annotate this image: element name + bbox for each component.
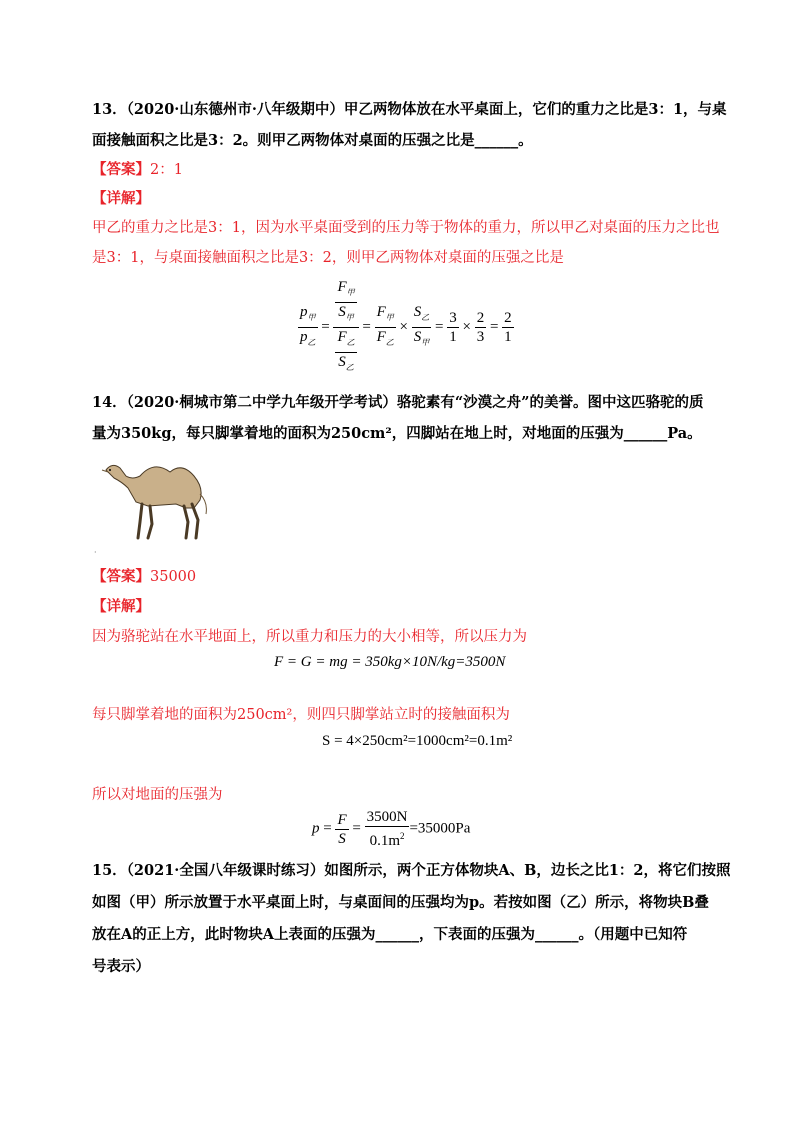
q13-pressure-ratio-formula: $\frac{p_甲}{p_乙}$ = $\frac{\frac{F_甲}{S_甲}}{\frac{F_乙}{S_乙}}$ = $\frac{F_甲}{F_乙}$ × $\frac{S_乙}{S_甲}$ = $\frac{3}{1}$ × $\frac{2}{3}$ = $\frac{2}{1}$ (300, 279, 512, 372)
q14-area-formula: S = 4×250cm²=1000cm²=0.1m² (322, 733, 513, 749)
answer-tag: 【答案】 (92, 161, 150, 178)
q14-pressure-formula: p = $\frac{F}{S}$ = $\frac{3500N}{0.1m^2}$ =35000Pa (312, 809, 471, 849)
q13-answer (92, 160, 183, 180)
q14-explanation-line3: 所以对地面的压强为 (92, 787, 223, 803)
q14-stem-line2: 量为350kg，每只脚掌着地的面积为250cm²，四脚站在地上时，对地面的压强为______Pa。 (92, 425, 702, 442)
q14-explanation-line2: 每只脚掌着地的面积为250cm²，则四只脚掌站立时的接触面积为 (92, 707, 510, 723)
q13-explanation-line2: 是3：1，与桌面接触面积之比是3：2，则甲乙两物体对桌面的压强之比是 (92, 250, 564, 266)
q13-explanation-line1: 甲乙的重力之比是3：1，因为水平桌面受到的压力等于物体的重力，所以甲乙对桌面的压力之比也 (92, 220, 720, 236)
q13-stem-line1: 13．（2020·山东德州市·八年级期中）甲乙两物体放在水平桌面上，它们的重力之比是3：1，与桌 (92, 101, 727, 118)
q14-explanation-line1: 因为骆驼站在水平地面上，所以重力和压力的大小相等，所以压力为 (92, 629, 527, 645)
q15-stem-line2: 如图（甲）所示放置于水平桌面上时，与桌面间的压强均为p。若按如图（乙）所示，将物块B叠 (92, 894, 709, 911)
q15-stem-line4: 号表示） (92, 958, 150, 975)
q13-detail-tag: 【详解】 (92, 190, 150, 207)
image-marker: · (94, 548, 97, 557)
q14-detail-tag: 【详解】 (92, 598, 150, 615)
q15-stem-line3: 放在A的正上方，此时物块A上表面的压强为______，下表面的压强为______。（用题中已知符 (92, 926, 688, 943)
q15-stem-line1: 15．（2021·全国八年级课时练习）如图所示，两个正方体物块A、B，边长之比1：2，将它们按照 (92, 862, 731, 879)
q14-pressure-result: =35000Pa (409, 820, 471, 837)
answer-value: 35000 (150, 569, 197, 585)
q13-stem-line2: 面接触面积之比是3：2。则甲乙两物体对桌面的压强之比是______。 (92, 132, 533, 149)
q14-answer (92, 567, 196, 587)
answer-tag: 【答案】 (92, 568, 150, 585)
q14-force-formula: F = G = mg = 350kg×10N/kg=3500N (274, 654, 506, 670)
q14-stem-line1: 14．（2020·桐城市第二中学九年级开学考试）骆驼素有“沙漠之舟”的美誉。图中这匹骆驼的质 (92, 394, 704, 411)
camel-illustration (96, 458, 222, 544)
answer-value: 2：1 (150, 162, 183, 178)
